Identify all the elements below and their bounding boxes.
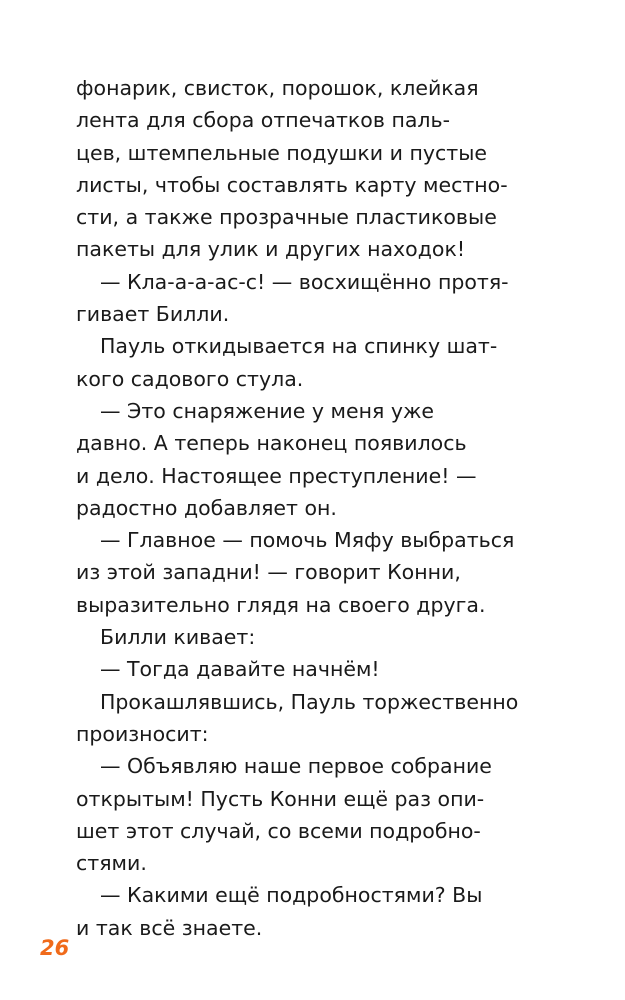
text-line: фонарик, свисток, порошок, клейкая xyxy=(76,76,479,100)
text-line: — Кла-а-а-ас-с! — восхищённо протя- xyxy=(100,269,509,294)
text-line: давно. А теперь наконец появилось xyxy=(76,431,467,456)
text-line: Прокашлявшись, Пауль торжественно xyxy=(100,689,519,714)
text-line: цев, штемпельные подушки и пустые xyxy=(76,140,487,165)
text-line: выразительно глядя на своего друга. xyxy=(76,592,486,617)
text-line: листы, чтобы составлять карту местно- xyxy=(76,172,508,197)
text-line: из этой западни! — говорит Конни, xyxy=(76,560,461,585)
text-line: стями. xyxy=(76,851,147,876)
text-line: и так всё знаете. xyxy=(76,915,263,940)
text-line: — Какими ещё подробностями? Вы xyxy=(100,883,483,908)
text-line: лента для сбора отпечатков паль- xyxy=(76,108,450,133)
text-line: шет этот случай, со всеми подробно- xyxy=(76,818,481,843)
text-line: сти, а также прозрачные пластиковые xyxy=(76,205,497,230)
text-line: открытым! Пусть Конни ещё раз опи- xyxy=(76,786,485,811)
body-text xyxy=(76,72,546,944)
text-line: Пауль откидывается на спинку шат- xyxy=(100,334,498,359)
text-line: кого садового стула. xyxy=(76,366,304,391)
text-line: — Главное — помочь Мяфу выбраться xyxy=(100,528,515,553)
text-line: — Это снаряжение у меня уже xyxy=(100,398,435,423)
text-line: произносит: xyxy=(76,721,209,746)
page-number: 26 xyxy=(40,936,70,960)
text-line: гивает Билли. xyxy=(76,302,230,327)
text-line: — Объявляю наше первое собрание xyxy=(100,754,492,779)
text-line: и дело. Настоящее преступление! — xyxy=(76,463,477,488)
text-line: — Тогда давайте начнём! xyxy=(100,657,380,682)
text-line: Билли кивает: xyxy=(100,625,256,650)
text-line: пакеты для улик и других находок! xyxy=(76,237,466,262)
text-line: радостно добавляет он. xyxy=(76,495,337,520)
